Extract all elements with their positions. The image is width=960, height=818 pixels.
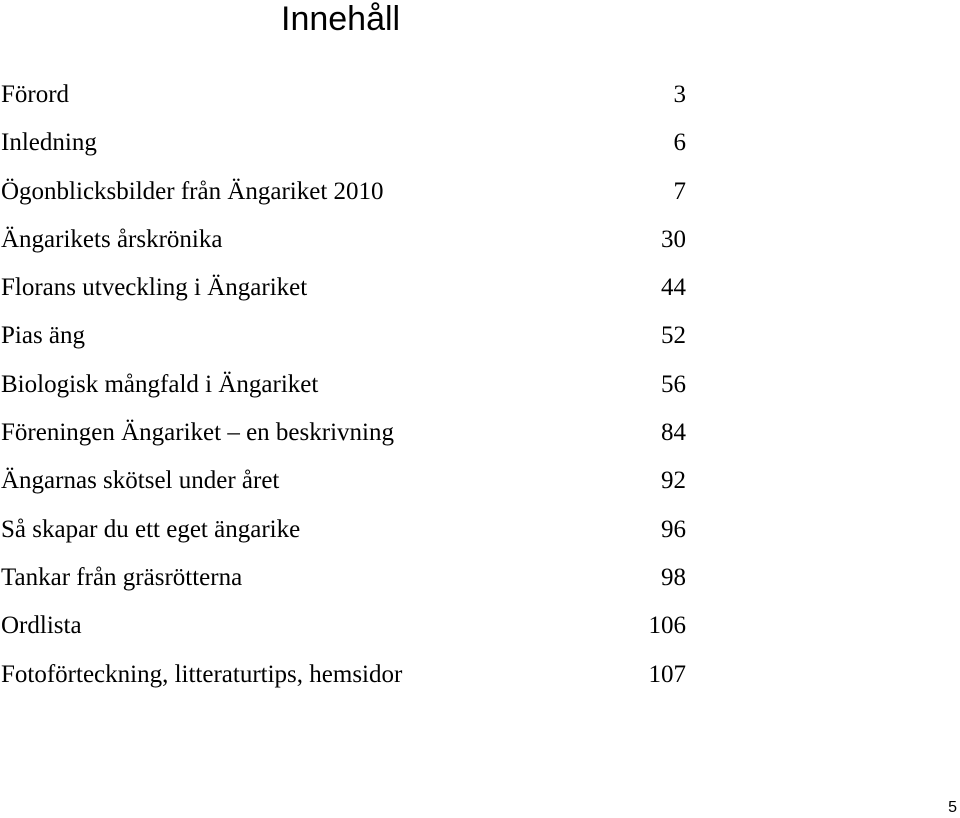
toc-entry-title: Föreningen Ängariket – en beskrivning xyxy=(1,419,394,447)
toc-entry xyxy=(0,267,690,315)
toc-entry xyxy=(0,605,690,653)
toc-entry-page: 96 xyxy=(661,515,686,543)
toc-entry xyxy=(0,171,690,219)
toc-entry xyxy=(0,557,690,605)
toc-entry-page: 84 xyxy=(661,419,686,447)
toc-entry-title: Pias äng xyxy=(1,322,86,350)
toc-entry-page: 6 xyxy=(673,129,686,157)
toc-entry-page: 30 xyxy=(661,225,686,253)
toc-entry-title: Biologisk mångfald i Ängariket xyxy=(1,370,319,398)
toc-entry-page: 92 xyxy=(661,467,686,495)
toc-entry xyxy=(0,412,690,460)
toc-entry xyxy=(0,509,690,557)
toc-entry-page: 3 xyxy=(673,81,686,108)
table-of-contents xyxy=(0,74,690,702)
toc-entry-title: Inledning xyxy=(1,129,97,157)
toc-entry-title: Florans utveckling i Ängariket xyxy=(1,274,308,302)
toc-entry xyxy=(0,654,690,702)
toc-entry xyxy=(0,315,690,363)
toc-entry-title: Ögonblicksbilder från Ängariket 2010 xyxy=(1,177,384,205)
toc-entry-page: 98 xyxy=(661,563,686,591)
toc-entry-title: Ängarikets årskrönika xyxy=(1,225,223,253)
toc-entry xyxy=(0,364,690,412)
toc-entry-page: 7 xyxy=(673,177,686,205)
toc-entry-page: 44 xyxy=(661,274,686,302)
toc-entry-title: Ordlista xyxy=(1,612,82,640)
toc-entry-title: Fotoförteckning, litteraturtips, hemsidor xyxy=(1,660,403,688)
toc-entry-page: 56 xyxy=(661,370,686,398)
toc-entry xyxy=(0,122,690,170)
toc-entry xyxy=(0,219,690,267)
toc-entry-title: Ängarnas skötsel under året xyxy=(1,467,280,495)
toc-entry-page: 106 xyxy=(648,612,686,640)
toc-entry-title: Tankar från gräsrötterna xyxy=(1,563,243,591)
page-number: 5 xyxy=(948,799,957,816)
toc-entry-page: 52 xyxy=(661,322,686,350)
toc-entry-title: Förord xyxy=(1,81,70,108)
toc-entry-page: 107 xyxy=(648,660,686,688)
toc-entry-title: Så skapar du ett eget ängarike xyxy=(1,515,301,543)
page-title: Innehåll xyxy=(281,0,401,38)
toc-entry xyxy=(0,74,690,122)
toc-entry xyxy=(0,460,690,508)
